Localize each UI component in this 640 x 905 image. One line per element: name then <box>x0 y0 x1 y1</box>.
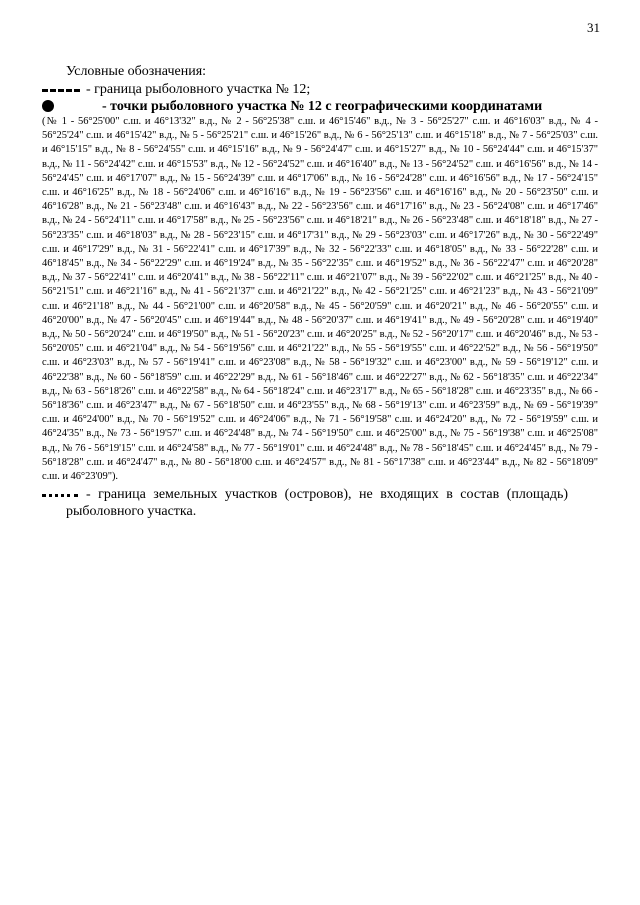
legend-title: Условные обозначения: <box>66 64 207 79</box>
islands-label-line1: - граница земельных участков (островов), не входящих в состав (площадь) <box>86 487 569 503</box>
legend-row-boundary <box>42 81 598 98</box>
coordinates-text: (№ 1 - 56°25'00" с.ш. и 46°13'32" в.д., № 2 - 56°25'38" с.ш. и 46°15'46" в.д., № 3 - 56°25'27" с.ш. и 46°16'03" в.д., № 4 - 56°25'24" с.ш. и 46°15'42" в.д., № 5 - 56°25'21" с.ш. и 46°15'26" в.д., № 6 - 56°25'13" с.ш. и 46°15'18" в.д., № 7 - 56°25'03" с.ш. и 46°15'15" в.д., № 8 - 56°24'55" с.ш. и 46°15'16" в.д., № 9 - 56°24'47" с.ш. и 46°15'27" в.д., № 10 - 56°24'44" с.ш. и 46°15'37" в.д., № 11 - 56°24'42" с.ш. и 46°15'53" в.д., № 12 - 56°24'52" с.ш. и 46°16'40" в.д., № 13 - 56°24'52" с.ш. и 46°16'56" в.д., № 14 - 56°24'45" с.ш. и 46°17'07" в.д., № 15 - 56°24'39" с.ш. и 46°17'06" в.д., № 16 - 56°24'28" с.ш. и 46°16'56" в.д., № 17 - 56°24'15" с.ш. и 46°16'25" в.д., № 18 - 56°24'06" с.ш. и 46°16'16" в.д., № 19 - 56°23'56" с.ш. и 46°16'16" в.д., № 20 - 56°23'50" с.ш. и 46°16'28" в.д., № 21 - 56°23'48" с.ш. и 46°16'43" в.д., № 22 - 56°23'56" с.ш. и 46°17'16" в.д., № 23 - 56°24'08" с.ш. и 46°17'46" в.д., № 24 - 56°24'11" с.ш. и 46°17'58" в.д., № 25 - 56°23'56" с.ш. и 46°18'21" в.д., № 26 - 56°23'48" с.ш. и 46°18'18" в.д., № 27 - 56°23'35" с.ш. и 46°18'03" в.д., № 28 - 56°23'15" с.ш. и 46°17'31" в.д., № 29 - 56°23'03" с.ш. и 46°17'26" в.д., № 30 - 56°22'49" с.ш. и 46°17'29" в.д., № 31 - 56°22'41" с.ш. и 46°17'39" в.д., № 32 - 56°22'33" с.ш. и 46°18'05" в.д., № 33 - 56°22'28" с.ш. и 46°18'45" в.д., № 34 - 56°22'29" с.ш. и 46°19'24" в.д., № 35 - 56°22'35" с.ш. и 46°19'52" в.д., № 36 - 56°22'47" с.ш. и 46°20'28" в.д., № 37 - 56°22'41" с.ш. и 46°20'41" в.д., № 38 - 56°22'11" с.ш. и 46°21'07" в.д., № 39 - 56°22'02" с.ш. и 46°21'25" в.д., № 40 - 56°21'51" с.ш. и 46°21'16" в.д., № 41 - 56°21'37" с.ш. и 46°21'22" в.д., № 42 - 56°21'25" с.ш. и 46°21'23" в.д., № 43 - 56°21'09" с.ш. и 46°21'18" в.д., № 44 - 56°21'00" с.ш. и 46°20'58" в.д., № 45 - 56°20'59" с.ш. и 46°20'21" в.д., № 46 - 56°20'55" с.ш. и 46°20'00" в.д., № 47 - 56°20'45" с.ш. и 46°19'44" в.д., № 48 - 56°20'37" с.ш. и 46°19'41" в.д., № 49 - 56°20'28" с.ш. и 46°19'40" в.д., № 50 - 56°20'24" с.ш. и 46°19'50" в.д., № 51 - 56°20'23" с.ш. и 46°20'25" в.д., № 52 - 56°20'17" с.ш. и 46°20'46" в.д., № 53 - 56°20'05" с.ш. и 46°21'04" в.д., № 54 - 56°19'56" с.ш. и 46°21'22" в.д., № 55 - 56°19'55" с.ш. и 46°22'52" в.д., № 56 - 56°19'50" с.ш. и 46°23'03" в.д., № 57 - 56°19'41" с.ш. и 46°23'08" в.д., № 58 - 56°19'32" с.ш. и 46°23'00" в.д., № 59 - 56°19'12" с.ш. и 46°22'38" в.д., № 60 - 56°18'59" с.ш. и 46°22'29" в.д., № 61 - 56°18'46" с.ш. и 46°22'27" в.д., № 62 - 56°18'35" с.ш. и 46°22'34" в.д., № 63 - 56°18'26" с.ш. и 46°22'58" в.д., № 64 - 56°18'24" с.ш. и 46°23'17" в.д., № 65 - 56°18'28" с.ш. и 46°23'35" в.д., № 66 - 56°18'36" с.ш. и 46°23'47" в.д., № 67 - 56°18'50" с.ш. и 46°23'55" в.д., № 68 - 56°19'13" с.ш. и 46°23'59" в.д., № 69 - 56°19'39" с.ш. и 46°24'00" в.д., № 70 - 56°19'52" с.ш. и 46°24'06" в.д., № 71 - 56°19'58" с.ш. и 46°24'20" в.д., № 72 - 56°19'59" с.ш. и 46°24'35" в.д., № 73 - 56°19'57" с.ш. и 46°24'48" в.д., № 74 - 56°19'50" с.ш. и 46°25'00" в.д., № 75 - 56°19'38" с.ш. и 46°25'08" в.д., № 76 - 56°19'15" с.ш. и 46°24'58" в.д., № 77 - 56°19'01" с.ш. и 46°24'48" в.д., № 78 - 56°18'45" с.ш. и 46°24'45" в.д., № 79 - 56°18'28" с.ш. и 46°24'47" в.д., № 80 - 56°18'00 с.ш. и 46°24'57" в.д., № 81 - 56°17'38" с.ш. и 46°23'44" в.д., № 82 - 56°18'09" с.ш. и 46°23'09"). <box>42 116 598 483</box>
islands-label-line2: рыболовного участка. <box>66 504 197 520</box>
filled-circle-icon <box>42 100 54 112</box>
dotted-line-icon <box>42 494 78 497</box>
legend-row-islands <box>42 486 598 520</box>
legend <box>42 63 598 520</box>
page-number: 31 <box>587 20 600 35</box>
dashed-line-icon <box>42 89 80 92</box>
boundary-label: - граница рыболовного участка № 12; <box>86 82 311 97</box>
legend-row-points <box>42 98 598 115</box>
points-label: - точки рыболовного участка № 12 с географическими координатами <box>102 99 543 114</box>
